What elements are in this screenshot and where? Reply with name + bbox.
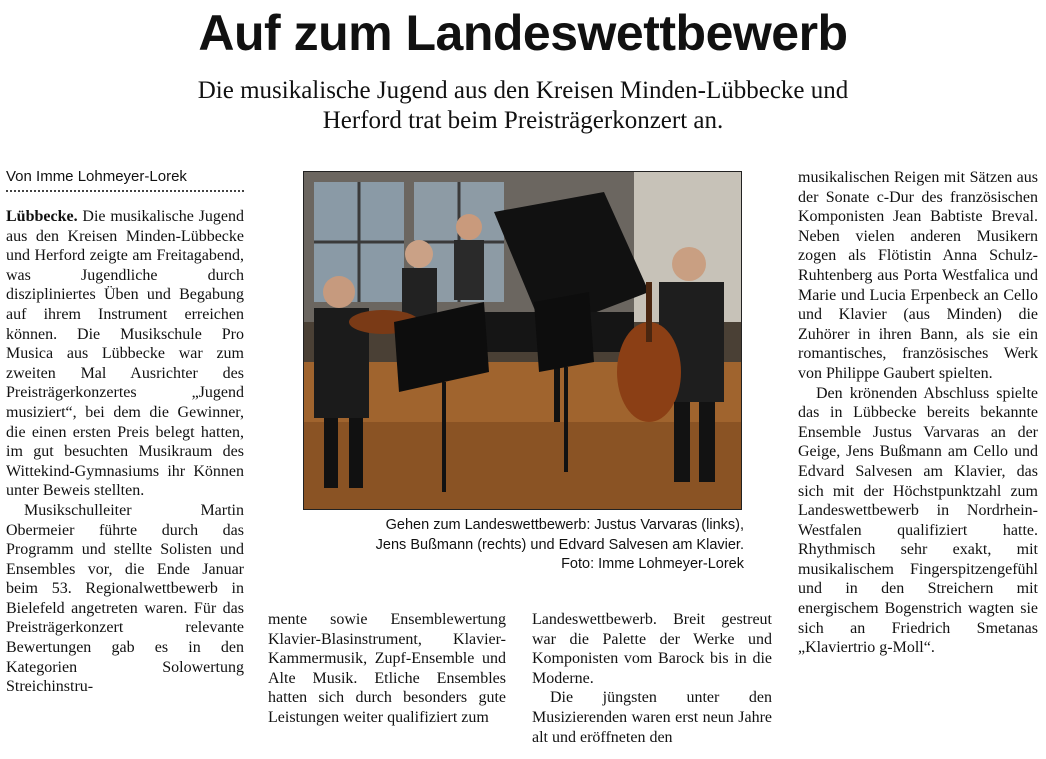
subhead-line-2: Herford trat beim Preisträgerkonzert an. bbox=[322, 107, 724, 134]
photo-trio-performance bbox=[304, 172, 741, 509]
dateline: Lübbecke. bbox=[6, 208, 78, 225]
article-column-3 bbox=[532, 610, 772, 747]
article-column-2 bbox=[268, 610, 506, 728]
photo-credit: Foto: Imme Lohmeyer-Lorek bbox=[561, 556, 744, 573]
paragraph: Landeswettbewerb. Breit gestreut war die Palette der Werke und Komponisten vom Barock bis in die Moderne. bbox=[532, 611, 772, 687]
caption-line: Jens Bußmann (rechts) und Edvard Salvesen am Klavier. bbox=[375, 536, 744, 553]
paragraph: mente sowie Ensemblewertung Klavier-Blasinstrument, Klavier-Kammermusik, Zupf-Ensemble und Alte Musik. Etliche Ensembles hatten sich durch besonders gute Leistungen weiter qualifiziert zum bbox=[268, 611, 506, 726]
subheadline bbox=[90, 76, 956, 136]
paragraph: Die jüngsten unter den Musizierenden waren erst neun Jahre alt und eröffneten den bbox=[532, 689, 772, 746]
caption-line: Gehen zum Landeswettbewerb: Justus Varvaras (links), bbox=[385, 517, 744, 533]
paragraph-text: Die musikalische Jugend aus den Kreisen Minden-Lübbecke und Herford zeigte am Freitagabend, was Jugendliche durch diszipliniertes Üben und Begabung auf ihrem Instrument erreichen können. Die Musikschule Pro Musica aus Lübbecke war zum zweiten Mal Ausrichter des Preisträgerkonzertes „Jugend musiziert“, bei dem die Gewinner, die einen ersten Preis belegt hatten, im gut besuchten Musikraum des Wittekind-Gymnasiums ihr Können unter Beweis stellten. bbox=[6, 208, 245, 500]
paragraph: Den krönenden Abschluss spielte das in Lübbecke bereits bekannte Ensemble Justus Varvaras an der Geige, Jens Bußmann am Cello und Edvard Salvesen am Klavier, das sich mit der Höchstpunktzahl zum Landeswettbewerb in Nordrhein-Westfalen qualifiziert hatte. Rhythmisch sehr exakt, mit musikalischem Fingerspitzengefühl und in den Streichern mit energischem Bogenstrich wagten sie sich an Friedrich Smetanas „Klaviertrio g-Moll“. bbox=[798, 384, 1038, 657]
subhead-line-1: Die musikalische Jugend aus den Kreisen Minden-Lübbecke und bbox=[197, 77, 849, 104]
article-column-1 bbox=[6, 207, 244, 697]
headline: Auf zum Landeswettbewerb bbox=[198, 5, 848, 61]
byline: Von Imme Lohmeyer-Lorek bbox=[6, 167, 244, 192]
article-photo bbox=[303, 171, 742, 510]
article-column-4 bbox=[798, 168, 1038, 658]
paragraph: Musikschulleiter Martin Obermeier führte durch das Programm und stellte Solisten und Ensembles vor, die Ende Januar beim 53. Regionalwettbewerb in Bielefeld angetreten waren. Für das Preisträgerkonzert relevante Bewertungen gab es in den Kategorien Solowertung Streichinstru- bbox=[6, 501, 244, 696]
photo-caption bbox=[300, 516, 744, 575]
paragraph: musikalischen Reigen mit Sätzen aus der Sonate c-Dur des französischen Komponisten Jean Babtiste Breval. Neben vielen anderen Musikern zogen als Flötistin Anna Schulz-Ruhtenberg aus Porta Westfalica und Marie und Lucia Erpenbeck an Cello und Klavier (aus Minden) die Zuhörer in ihren Bann, als sie ein romantisches, französisches Werk von Philippe Gaubert spielten. bbox=[798, 169, 1038, 382]
paragraph bbox=[6, 207, 244, 501]
